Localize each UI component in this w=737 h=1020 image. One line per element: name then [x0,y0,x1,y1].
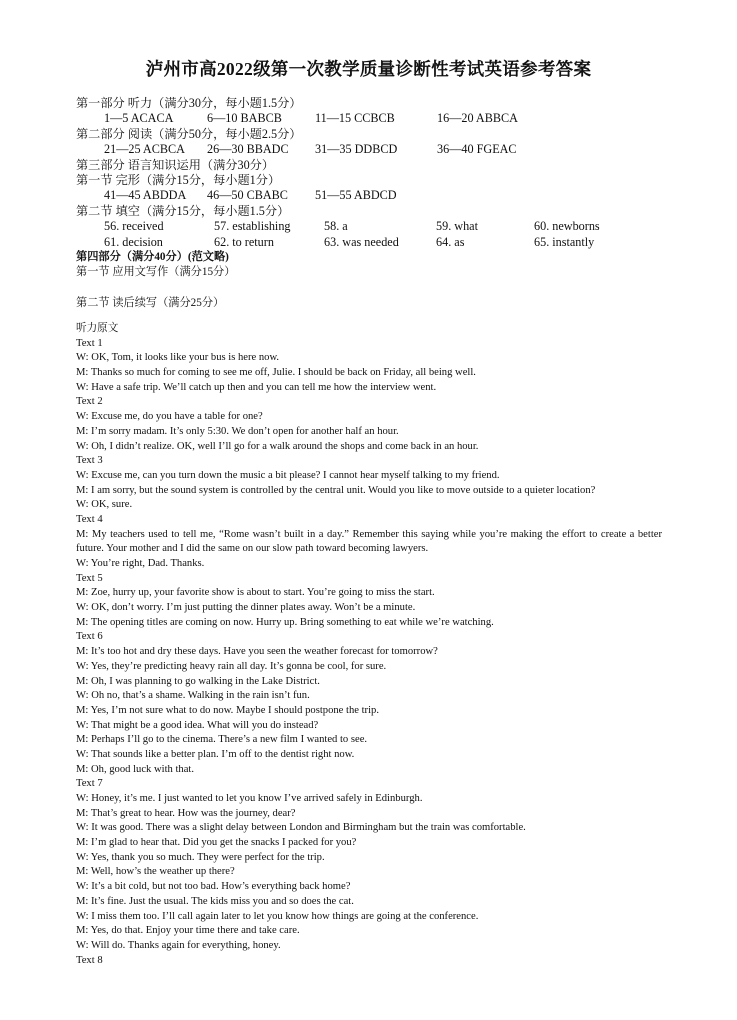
transcript-line: W: Yes, they’re predicting heavy rain all day. It’s gonna be cool, for sure. [76,660,387,672]
transcript-line: M: I am sorry, but the sound system is controlled by the central unit. Would you like to move outside to a quieter location? [76,484,596,496]
part3-header: 第三部分 语言知识运用（满分30分） [76,157,275,172]
transcript-line: M: Zoe, hurry up, your favorite show is about to start. You’re going to miss the start. [76,587,435,599]
fill-answer: 58. a [324,219,348,234]
transcript-line: W: OK, don’t worry. I’m just putting the dinner plates away. Won’t be a minute. [76,602,416,614]
transcript-line: M: I’m glad to hear that. Did you get the snacks I packed for you? [76,837,357,849]
transcript-line: W: I miss them too. I’ll call again later to let you know how things are going at the conference. [76,910,479,922]
answer-key [76,96,676,311]
transcript-line: W: That sounds like a better plan. I’m off to the dentist right now. [76,748,355,760]
fill-answer: 60. newborns [534,219,600,234]
answer-group: 51—55 ABDCD [315,188,397,203]
answer-group: 46—50 CBABC [207,188,288,203]
section2-header: 第二节 填空（满分15分，每小题1.5分） [76,203,290,218]
transcript-heading: Text 4 [76,513,103,525]
fill-answer: 56. received [104,219,164,234]
part2-answers [76,142,676,157]
fill-answer: 64. as [436,234,465,249]
transcript-title: 听力原文 [76,323,119,334]
part4-header: 第四部分（满分40分）(范文略) [76,250,229,263]
section1-answers [76,188,676,203]
transcript-line: W: Excuse me, do you have a table for one? [76,411,263,423]
transcript-line: M: It’s too hot and dry these days. Have you seen the weather forecast for tomorrow? [76,646,438,658]
part1-answers [76,111,676,126]
transcript-line: W: Honey, it’s me. I just wanted to let you know I’ve arrived safely in Edinburgh. [76,793,423,804]
part4-section2: 第二节 读后续写（满分25分） [76,296,225,309]
transcript-line: M: Yes, do that. Enjoy your time there and take care. [76,925,300,937]
answer-group: 41—45 ABDDA [104,188,187,203]
transcript-line: M: My teachers used to tell me, “Rome wasn’t built in a day.” Remember this saying while you’re making the effort to create a better future. Your mother and I did the same on our slow path toward becoming lawyers. [76,528,662,555]
transcript-line: M: Oh, I was planning to go walking in the Lake District. [76,675,320,687]
listening-transcript [76,322,662,968]
fill-answer: 62. to return [214,234,274,249]
transcript-line: W: It’s a bit cold, but not too bad. How’s everything back home? [76,881,351,893]
transcript-line: M: Yes, I’m not sure what to do now. Maybe I should postpone the trip. [76,704,379,716]
transcript-line: W: You’re right, Dad. Thanks. [76,558,205,569]
fill-answer: 63. was needed [324,234,399,249]
transcript-heading: Text 8 [76,954,103,966]
transcript-line: W: Excuse me, can you turn down the music a bit please? I cannot hear myself talking to my friend. [76,469,500,481]
answer-group: 36—40 FGEAC [437,142,517,157]
transcript-heading: Text 3 [76,455,103,467]
answer-group: 26—30 BBADC [207,142,289,157]
transcript-line: M: Thanks so much for coming to see me off, Julie. I should be back on Friday, all being well. [76,367,476,379]
transcript-line: W: Will do. Thanks again for everything, honey. [76,939,281,951]
transcript-line: M: Well, how’s the weather up there? [76,866,235,878]
part1-header: 第一部分 听力（满分30分，每小题1.5分） [76,96,302,110]
part2-header: 第二部分 阅读（满分50分，每小题2.5分） [76,126,302,141]
fill-answer: 57. establishing [214,219,291,234]
section1-header: 第一节 完形（满分15分，每小题1分） [76,172,281,187]
answer-group: 21—25 ACBCA [104,142,185,157]
transcript-heading: Text 1 [76,337,103,349]
transcript-line: W: Oh, I didn’t realize. OK, well I’ll go for a walk around the shops and come back in an hour. [76,440,479,452]
transcript-line: W: That might be a good idea. What will you do instead? [76,719,319,731]
part4-section1: 第一节 应用文写作（满分15分） [76,266,236,279]
answer-group: 16—20 ABBCA [437,111,518,126]
transcript-line: W: OK, Tom, it looks like your bus is here now. [76,352,280,364]
answer-group: 11—15 CCBCB [315,111,395,126]
transcript-line: W: Oh no, that’s a shame. Walking in the rain isn’t fun. [76,690,310,702]
transcript-line: M: The opening titles are coming on now. Hurry up. Bring something to eat while we’re watching. [76,616,494,628]
document-title: 泸州市高2022级第一次教学质量诊断性考试英语参考答案 [145,59,592,79]
transcript-line: M: Perhaps I’ll go to the cinema. There’s a new film I wanted to see. [76,734,368,746]
fill-answer: 65. instantly [534,234,595,249]
transcript-line: W: Have a safe trip. We’ll catch up then and you can tell me how the interview went. [76,381,437,393]
transcript-heading: Text 6 [76,631,103,643]
fill-row-1 [76,219,676,234]
transcript-heading: Text 2 [76,396,103,408]
answer-group: 31—35 DDBCD [315,142,398,157]
fill-row-2 [76,235,676,250]
answer-group: 1—5 ACACA [104,111,174,126]
transcript-line: M: Oh, good luck with that. [76,763,194,775]
transcript-line: M: I’m sorry madam. It’s only 5:30. We don’t open for another half an hour. [76,425,399,437]
fill-answer: 59. what [436,219,478,234]
transcript-line: W: OK, sure. [76,499,133,511]
transcript-line: M: That’s great to hear. How was the journey, dear? [76,807,296,819]
transcript-line: W: Yes, thank you so much. They were perfect for the trip. [76,851,325,863]
transcript-line: W: It was good. There was a slight delay between London and Birmingham but the train was comfortable. [76,822,526,834]
transcript-line: M: It’s fine. Just the usual. The kids miss you and so does the cat. [76,895,354,907]
fill-answer: 61. decision [104,234,163,249]
transcript-heading: Text 5 [76,572,103,584]
transcript-heading: Text 7 [76,778,103,790]
answer-group: 6—10 BABCB [207,111,282,126]
